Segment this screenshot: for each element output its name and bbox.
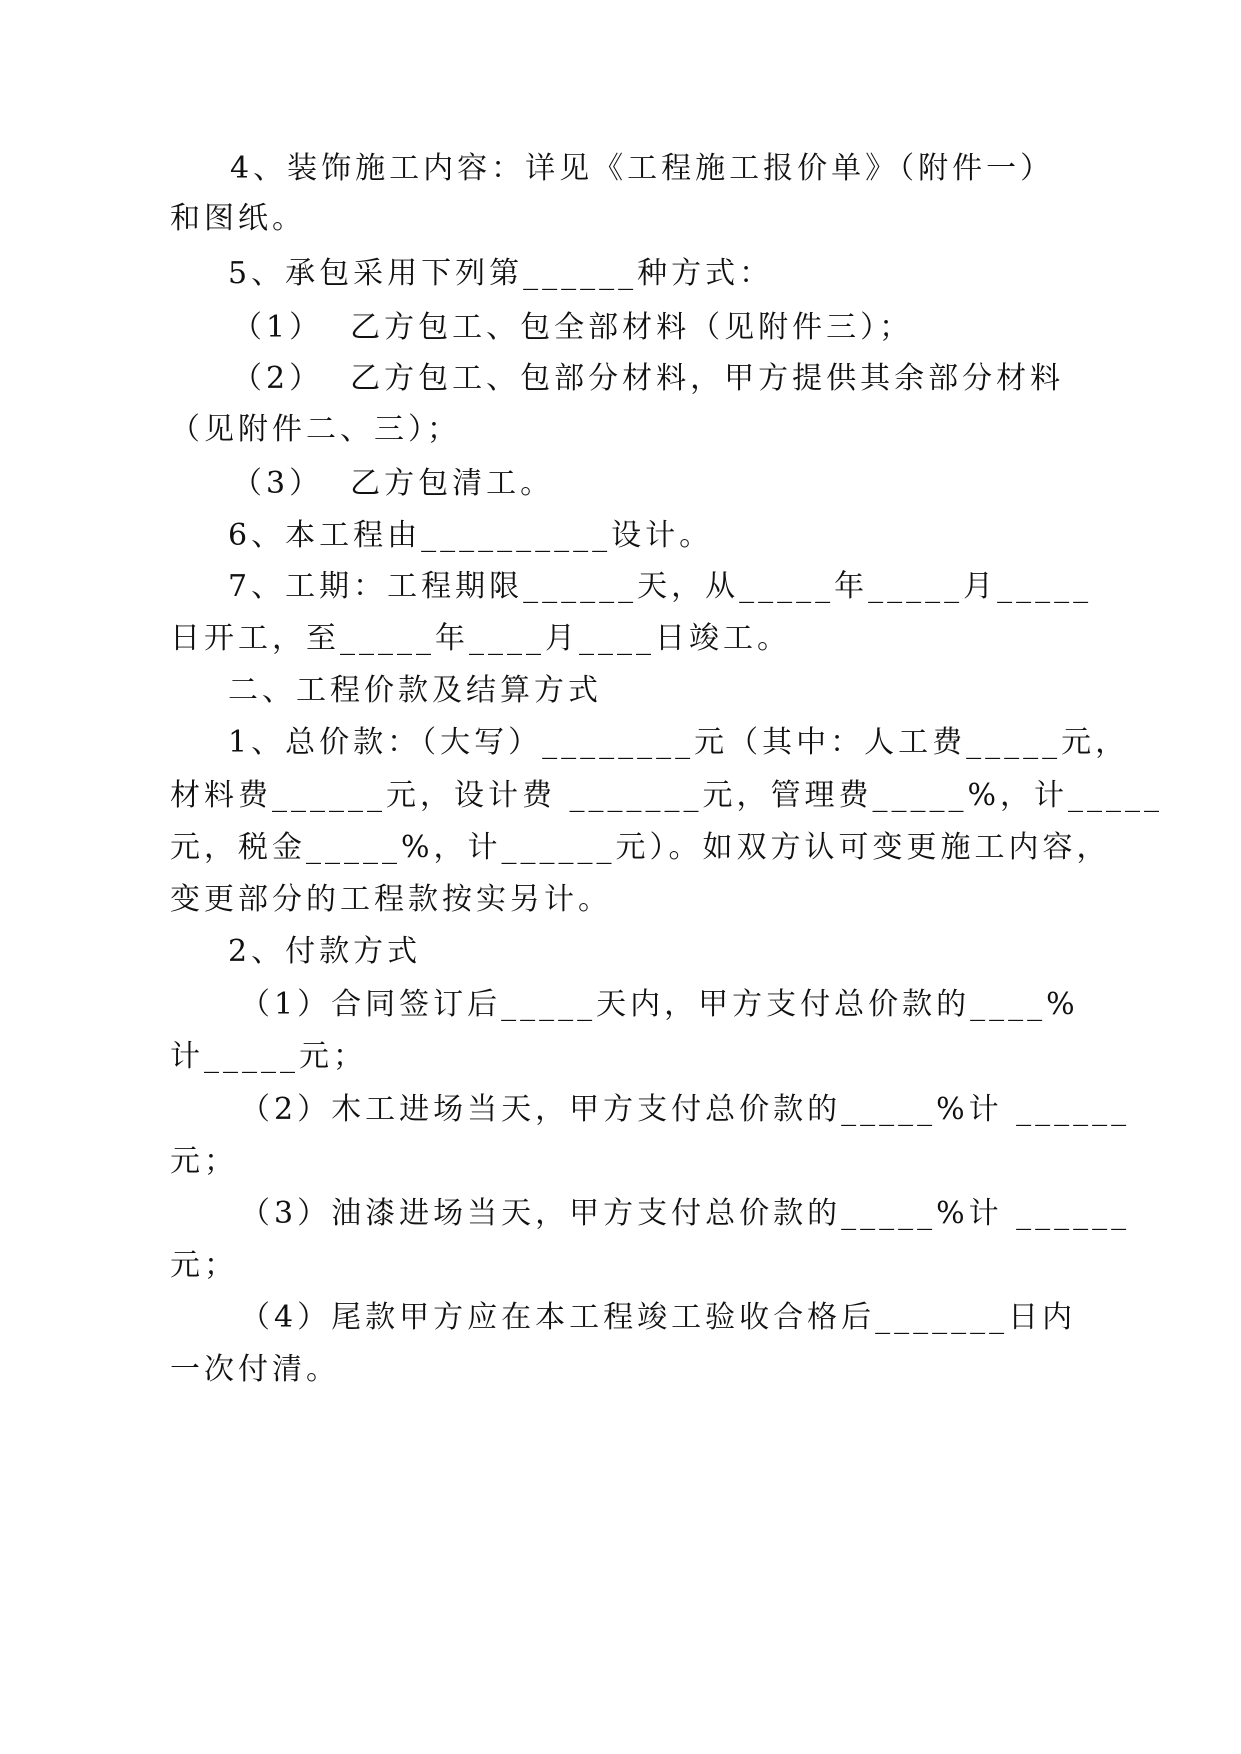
clause-4-line-1: 4、装饰施工内容：详见《工程施工报价单》（附件一） — [230, 151, 1055, 186]
price-clause-1-line-4: 变更部分的工程款按实另计。 — [170, 882, 612, 917]
price-clause-1-line-2: 材料费______元，设计费 _______元，管理费_____%，计_____ — [170, 778, 1164, 813]
clause-5-option-1: （1） 乙方包工、包全部材料（见附件三）； — [232, 310, 914, 345]
payment-3-line-1: （3）油漆进场当天，甲方支付总价款的_____%计 ______ — [240, 1196, 1131, 1231]
payment-1-line-2: 计_____元； — [170, 1039, 367, 1074]
clause-5: 5、承包采用下列第______种方式： — [228, 256, 774, 291]
clause-7-line-2: 日开工，至_____年____月____日竣工。 — [170, 621, 791, 656]
payment-4-line-2: 一次付清。 — [170, 1352, 340, 1387]
payment-3-line-2: 元； — [170, 1248, 238, 1283]
clause-5-option-3: （3） 乙方包清工。 — [232, 466, 555, 501]
clause-4-line-2: 和图纸。 — [170, 201, 306, 236]
section-2-heading: 二、工程价款及结算方式 — [228, 673, 602, 708]
clause-5-option-2-line-1: （2） 乙方包工、包部分材料，甲方提供其余部分材料 — [232, 361, 1065, 396]
clause-5-option-2-line-2: （见附件二、三）； — [170, 412, 461, 447]
clause-7-line-1: 7、工期：工程期限______天，从_____年_____月_____ — [228, 569, 1093, 604]
payment-2-line-2: 元； — [170, 1144, 238, 1179]
payment-4-line-1: （4）尾款甲方应在本工程竣工验收合格后_______日内 — [240, 1300, 1077, 1335]
clause-6: 6、本工程由__________设计。 — [228, 518, 714, 553]
payment-1-line-1: （1）合同签订后_____天内，甲方支付总价款的____% — [240, 987, 1079, 1022]
payment-2-line-1: （2）木工进场当天，甲方支付总价款的_____%计 ______ — [240, 1092, 1131, 1127]
payment-heading: 2、付款方式 — [228, 934, 422, 969]
price-clause-1-line-3: 元，税金_____%，计______元）。如双方认可变更施工内容， — [170, 830, 1111, 865]
price-clause-1-line-1: 1、总价款：（大写）________元（其中：人工费_____元， — [228, 725, 1130, 760]
